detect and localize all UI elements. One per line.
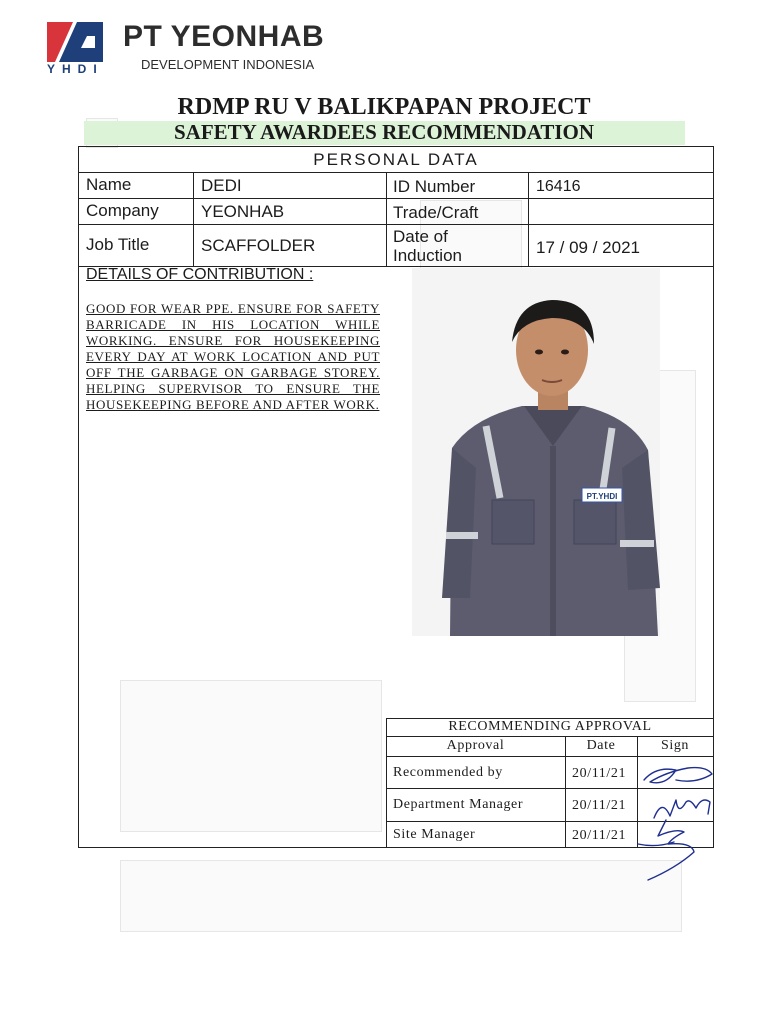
approval-date-recommended: 20/11/21 (572, 766, 627, 781)
approval-date-site: 20/11/21 (572, 828, 627, 843)
approval-col-header: Approval (446, 738, 505, 753)
company-value: YEONHAB (201, 202, 285, 221)
induction-date-value: 17 / 09 / 2021 (536, 238, 640, 257)
employee-photo-figure (412, 268, 660, 636)
induction-label-line1: Date of (393, 227, 448, 246)
contribution-heading: DETAILS OF CONTRIBUTION : (86, 266, 314, 283)
date-col-header: Date (586, 738, 616, 753)
company-name: PT YEONHAB (123, 20, 325, 53)
employee-photo (412, 268, 660, 636)
signature-recommended (644, 768, 712, 783)
signature-department (654, 800, 710, 818)
grid-line (386, 172, 387, 266)
id-number-value: 16416 (536, 178, 581, 195)
grid-line (78, 224, 714, 225)
trade-craft-label: Trade/Craft (393, 203, 479, 222)
signature-marks (636, 758, 716, 882)
name-value: DEDI (201, 176, 242, 195)
signature-site (638, 820, 694, 880)
form-title: SAFETY AWARDEES RECOMMENDATION (173, 120, 595, 144)
grid-line (528, 172, 529, 266)
personal-data-title: PERSONAL DATA (313, 150, 479, 169)
company-logo-icon (47, 22, 103, 62)
induction-label-line2: Induction (393, 246, 462, 265)
id-number-label: ID Number (393, 177, 476, 196)
approval-date-department: 20/11/21 (572, 798, 627, 813)
approval-role-department: Department Manager (393, 797, 524, 812)
grid-line (193, 172, 194, 266)
job-title-value: SCAFFOLDER (201, 236, 316, 255)
company-label: Company (86, 201, 159, 220)
grid-line (78, 172, 714, 173)
name-label: Name (86, 175, 132, 194)
job-title-label: Job Title (86, 235, 150, 254)
sign-col-header: Sign (660, 738, 690, 753)
approval-title: RECOMMENDING APPROVAL (448, 719, 652, 734)
grid-line (78, 198, 714, 199)
approval-role-site: Site Manager (393, 827, 476, 842)
back-page-bleed (120, 860, 682, 932)
contribution-text: GOOD FOR WEAR PPE. ENSURE FOR SAFETY BARRICADE IN HIS LOCATION WHILE WORKING. ENSURE FOR HOUSEKEEPING EVERY DAY AT WORK LOCATION AND PUT OFF THE GARBAGE ON GARBAGE STOREY. HELPING SUPERVISOR TO ENSURE THE HOUSEKEEPING BEFORE AND AFTER WORK. (86, 301, 380, 412)
company-subtitle: DEVELOPMENT INDONESIA (141, 57, 315, 72)
project-title: RDMP RU V BALIKPAPAN PROJECT (177, 94, 591, 120)
approval-line (386, 736, 714, 737)
uniform-badge-text: PT.YHDI (586, 492, 618, 501)
approval-role-recommended: Recommended by (393, 765, 503, 780)
logo-letters: YHDI (47, 62, 104, 76)
approval-line (386, 756, 714, 757)
